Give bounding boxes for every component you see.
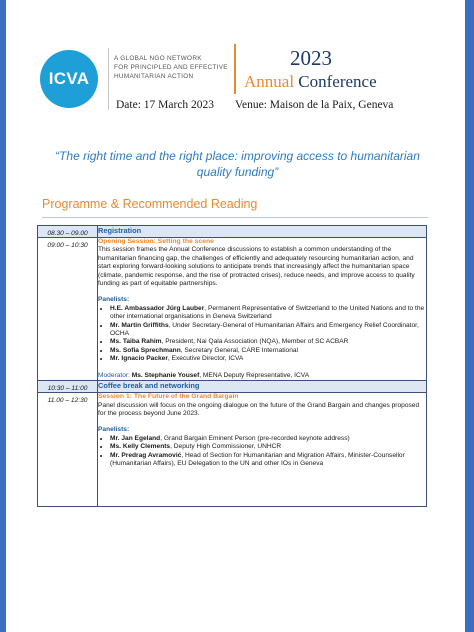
conference-title — [244, 72, 377, 92]
event-venue: Venue: Maison de la Paix, Geneva — [235, 99, 394, 111]
cell-spacer — [98, 468, 426, 506]
panelist-role: , Secretary General, CARE International — [180, 346, 298, 354]
panelist-role: , Grand Bargain Eminent Person (pre-recorded keynote address) — [160, 434, 350, 442]
row-time: 10:30 – 11:00 — [38, 381, 98, 393]
panelist-name: Mr. Predrag Avramović — [110, 451, 182, 459]
panelists-list — [98, 305, 426, 364]
moderator-name: Ms. Stephanie Yousef — [131, 371, 200, 379]
section-title: Programme & Recommended Reading — [42, 197, 258, 211]
session-description: This session frames the Annual Conference discussions to establish a common understanding of the humanitarian financing gap, the challenges of efficiently and adequately resourcing humanitarian action, and start exploring forward-looking solutions to anticipate trends that increasingly affect the humanitarian space (climate, pandemic response, and the rise of protracted crises), reduce needs, and improve access to quality funding as part of equitable partnerships. — [98, 246, 415, 288]
panelist-role: , Head of Section for Humanitarian and Migration Affairs, Minister-Counsellor (Humanitarian Affairs), EU Delegation to the UN and other IOs in Geneva — [110, 451, 405, 467]
row-title: Registration — [98, 226, 427, 238]
panelist-role: , Under Secretary-General of Humanitarian Affairs and Emergency Relief Coordinator, OCHA — [110, 321, 419, 338]
panelist-name: Mr. Ignacio Packer — [110, 355, 168, 363]
panelist-item — [110, 322, 426, 339]
panelists-label: Panelists: — [98, 296, 130, 304]
panelist-role: , President, Nai Qala Association (NQA), Member of SC ACBAR — [161, 338, 349, 346]
programme-row-registration — [38, 226, 427, 238]
panelist-name: Ms. Sofia Sprechmann — [110, 346, 181, 354]
title-divider — [234, 44, 236, 94]
panelist-role: , Deputy High Commissioner, UNHCR — [170, 443, 282, 451]
panelists-list — [98, 435, 426, 469]
tagline-line-1: A GLOBAL NGO NETWORK — [114, 55, 202, 62]
row-time: 08.30 – 09.00 — [38, 226, 98, 238]
row-time: 11.00 – 12:30 — [38, 393, 98, 507]
section-rule — [42, 217, 428, 218]
conference-year: 2023 — [290, 46, 332, 70]
title-accent: Annual — [244, 72, 295, 91]
panelist-role: , Executive Director, ICVA — [167, 355, 244, 363]
panelist-item — [110, 338, 426, 346]
panelist-name: Mr. Martin Griffiths — [110, 321, 169, 329]
row-title: Coffee break and networking — [98, 381, 427, 393]
panelist-item — [110, 452, 426, 469]
panelist-name: Ms. Kelly Clements — [110, 443, 171, 451]
moderator-role: , MENA Deputy Representative, ICVA — [199, 371, 310, 379]
conference-theme-quote: “The right time and the right place: improving access to humanitarian quality funding” — [55, 149, 420, 179]
panelist-item — [110, 347, 426, 355]
row-time: 09:00 – 10:30 — [38, 238, 98, 381]
logo-divider — [108, 48, 109, 110]
right-accent-bar — [465, 0, 474, 632]
title-rest: Conference — [298, 72, 377, 91]
moderator-label: Moderator: — [98, 371, 132, 379]
programme-table — [37, 225, 427, 507]
panelist-item — [110, 443, 426, 451]
panelist-name: Mr. Jan Egeland — [110, 434, 161, 442]
panelist-name: H.E. Ambassador Jürg Lauber — [110, 304, 205, 312]
session-title: Opening Session: Setting the scene — [98, 238, 214, 245]
panelist-item — [110, 305, 426, 322]
session-content — [98, 393, 427, 507]
moderator-line — [98, 372, 426, 380]
session-title: Session 1: The Future of the Grand Bargain — [98, 393, 239, 401]
panelists-label: Panelists: — [98, 426, 130, 434]
tagline — [114, 54, 234, 81]
event-date: Date: 17 March 2023 — [116, 99, 215, 111]
panelist-role: , Permanent Representative of Switzerland to the United Nations and to the other international organisations in Geneva Switzerland — [110, 304, 425, 321]
logo-text: ICVA — [48, 69, 90, 88]
tagline-line-2: FOR PRINCIPLED AND EFFECTIVE — [114, 64, 228, 71]
session-content — [98, 238, 427, 381]
panelist-item — [110, 355, 426, 363]
panelist-name: Ms. Taiba Rahim — [110, 338, 162, 346]
icva-logo — [40, 50, 98, 108]
programme-row-opening — [38, 238, 427, 381]
left-accent-bar — [0, 0, 6, 632]
programme-row-coffee — [38, 381, 427, 393]
programme-row-session-1 — [38, 393, 427, 507]
session-description: Panel discussion will focus on the ongoing dialogue on the future of the Grand Bargain and changes proposed for the process beyond June 2023. — [98, 401, 420, 417]
panelist-item — [110, 435, 426, 443]
tagline-line-3: HUMANITARIAN ACTION — [114, 73, 194, 80]
